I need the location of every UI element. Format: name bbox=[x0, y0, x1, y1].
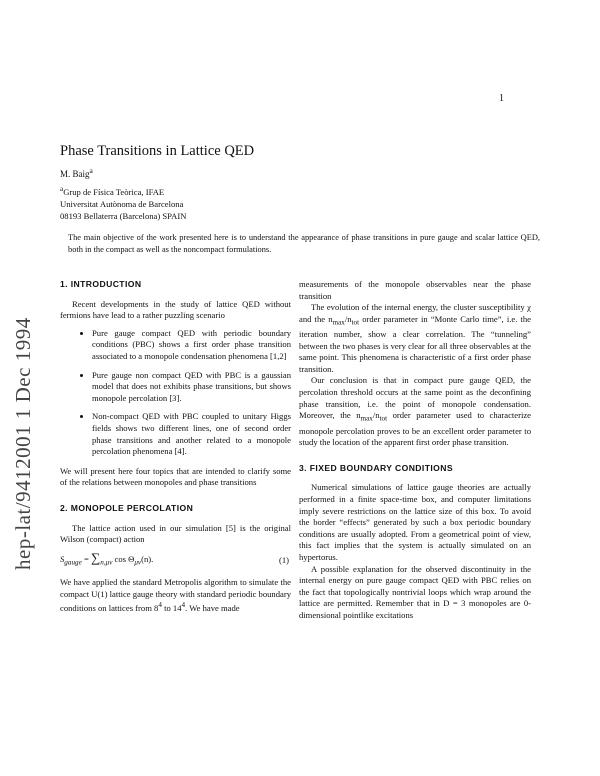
author-line bbox=[60, 166, 93, 179]
paper-title: Phase Transitions in Lattice QED bbox=[60, 143, 255, 159]
equation-body: $S_{gauge} = \sum_{n,\mu\nu}$ $\cos \Theta_{\mu\nu}(n)$. bbox=[60, 549, 154, 567]
section-1-heading: 1. INTRODUCTION bbox=[60, 279, 142, 289]
equation-1 bbox=[60, 549, 291, 569]
page-number: 1 bbox=[499, 93, 504, 104]
affiliation-line-1: Grup de Física Teòrica, IFAE bbox=[63, 186, 165, 197]
author-name: M. Baig bbox=[60, 169, 90, 179]
section-2-paragraph-2: We have applied the standard Metropolis algorithm to simulate the compact U(1) lattice gauge theory with standard periodic boundary conditions on lattices from $8^4$ to $14^4$. We have made bbox=[60, 577, 291, 614]
section-2-paragraph-1: The lattice action used in our simulation [5] is the original Wilson (compact) action bbox=[60, 522, 291, 545]
right-paragraph-2: The evolution of the internal energy, the cluster susceptibility χ and the $n_{max}/n_{tot}$ order parameter in “Monte Carlo time”, i.e. the iteration number, show a clear correlation. The “tunneling” between the two phases is very clear for all three observables at the same point. This phenomena is characteristic of a first order phase transition. bbox=[299, 302, 531, 374]
bullet-item: • Non-compact QED with PBC coupled to unitary Higgs fields shows two different lines, one of second order phase transitions and another related to a monopole percolation phenomena [4]. bbox=[92, 411, 291, 457]
author-superscript: a bbox=[89, 166, 93, 175]
left-column bbox=[60, 279, 291, 615]
bullet-item: • Pure gauge compact QED with periodic boundary conditions (PBC) shows a first order phase transition associated to a monopole condensation phenomena [1,2] bbox=[92, 328, 291, 363]
section-1-closing: We will present here four topics that are intended to clarify some of the relations between monopoles and phase transitions bbox=[60, 465, 291, 488]
bullet-item: • Pure gauge non compact QED with PBC is a gaussian model that does not exhibits phase transitions, but shows monopole percolation [3]. bbox=[92, 370, 291, 405]
arxiv-stamp bbox=[3, 270, 43, 590]
equation-number: (1) bbox=[278, 554, 289, 565]
section-3-paragraph-1: Numerical simulations of lattice gauge theories are actually performed in a finite space-time box, and computer limitations imply severe restrictions on the lattice size of this box. To avoid the border “effects” generated by such a box periodic boundary conditions are usually adopted. From a geometrical point of view, this fact implies that the system is actually simulated on an hypertorus. bbox=[299, 482, 531, 562]
section-3-paragraph-2: A possible explanation for the observed discontinuity in the internal energy on pure gauge compact QED with PBC relies on the fact that topologically nontrivial loops which wrap around the lattice are permitted. Remember that in D = 3 monopoles are 0-dimensional pointlike excitations bbox=[299, 563, 531, 620]
right-column bbox=[299, 279, 531, 621]
affiliation-superscript: a bbox=[60, 185, 64, 193]
section-3-heading: 3. FIXED BOUNDARY CONDITIONS bbox=[299, 462, 453, 473]
section-2-heading: 2. MONOPOLE PERCOLATION bbox=[60, 502, 194, 513]
right-paragraph-3: Our conclusion is that in compact pure gauge QED, the percolation threshold occurs at the same point as the deconfining phase transition, i.e. the point of monopole condensation. Moreover, the $n_{max}/n_{tot}$ order parameter used to characterize monopole percolation proves to be an excellent order parameter to study the location of the apparent first order phase transition. bbox=[299, 375, 531, 448]
affiliation-line-3: 08193 Bellaterra (Barcelona) SPAIN bbox=[60, 210, 187, 221]
affiliation-line-2: Universitat Autònoma de Barcelona bbox=[60, 198, 184, 209]
affiliation bbox=[60, 183, 186, 222]
abstract: The main objective of the work presented here is to understand the appearance of phase transitions in pure gauge and scalar lattice QED, both in the compact as well as the noncompact formulations. bbox=[68, 233, 540, 254]
right-paragraph-1: measurements of the monopole observables near the phase transition bbox=[299, 279, 531, 301]
section-1-bullet-list bbox=[60, 328, 291, 458]
arxiv-id: hep-lat/9412001 1 Dec 1994 bbox=[11, 317, 35, 570]
section-1-intro: Recent developments in the study of lattice QED without fermions have lead to a rather puzzling scenario bbox=[60, 298, 291, 321]
